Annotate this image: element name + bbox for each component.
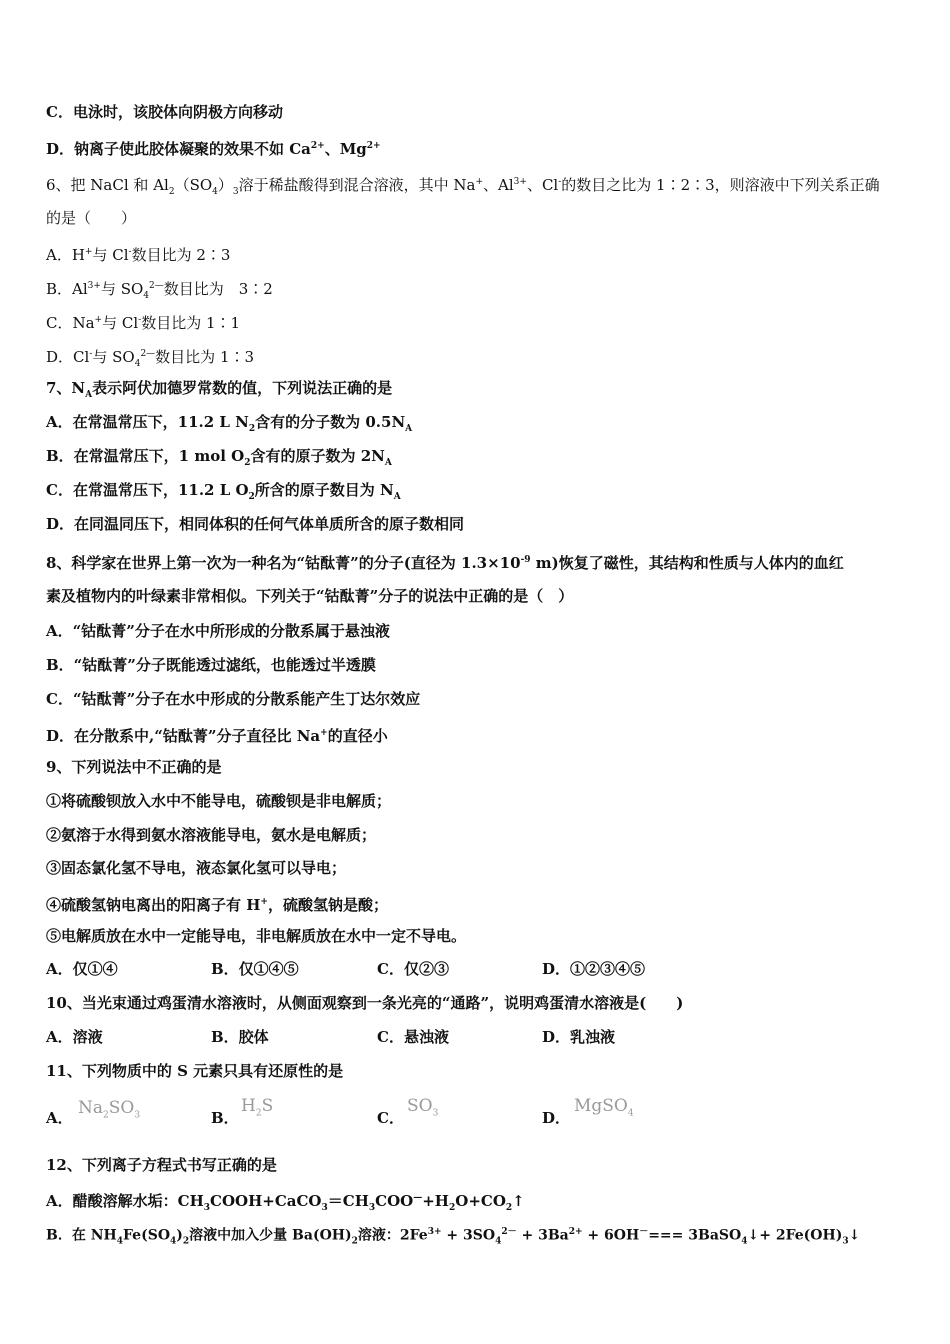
sub: A — [405, 424, 413, 434]
text: ＝CH — [327, 1192, 369, 1210]
text: ) — [176, 1227, 183, 1244]
text: COO — [375, 1192, 414, 1210]
text: D．在分散系中,“钴酞菁”分子直径比 Na — [46, 727, 321, 745]
sup: 3+ — [87, 281, 101, 291]
sub: A — [85, 390, 93, 400]
sup: 3+ — [513, 177, 527, 187]
text: 10、当光束通过鸡蛋清水溶液时，从侧面观察到一条光亮的“通路”，说明鸡蛋清水溶液是( ) — [46, 994, 684, 1012]
q9-statement-4 — [46, 892, 388, 915]
sup: 2— — [140, 349, 156, 359]
text: C．“钴酞菁”分子在水中形成的分散系能产生丁达尔效应 — [46, 690, 421, 708]
text: Fe(SO — [123, 1227, 171, 1244]
text: 溶于稀盐酸得到混合溶液，其中 Na — [238, 176, 476, 194]
q10-stem — [46, 993, 683, 1013]
text: B．Al — [46, 280, 88, 298]
q9-statement-2 — [46, 825, 376, 845]
text: 所含的原子数目为 N — [254, 481, 394, 499]
text: + 3SO — [441, 1227, 496, 1244]
q10-option-c: C．悬浊液 — [377, 1028, 449, 1046]
text: COOH+CaCO — [210, 1192, 322, 1210]
text: B．“钴酞菁”分子既能透过滤纸，也能透过半透膜 — [46, 656, 376, 674]
sub: A — [384, 458, 392, 468]
text: 8、科学家在世界上第一次为一种名为“钴酞菁”的分子(直径为 1.3×10 — [46, 554, 521, 572]
text: ） — [217, 176, 233, 194]
text: 与 SO — [100, 280, 144, 298]
q11-option-b-formula — [241, 1096, 273, 1118]
text: ，硫酸氢钠是酸； — [267, 896, 388, 914]
sup: － — [639, 1227, 649, 1237]
sup: + — [94, 315, 103, 325]
q9-option-b: B．仅①④⑤ — [211, 960, 299, 978]
q5-option-d — [46, 136, 381, 159]
text: 数目比为 1∶3 — [155, 348, 255, 366]
sup: - — [128, 247, 132, 257]
text: C．Na — [46, 314, 95, 332]
text: H — [241, 1096, 256, 1116]
text: 、Al — [483, 176, 514, 194]
sub: 2 — [351, 1236, 358, 1247]
text: 的是（ ） — [46, 209, 137, 227]
sub: 2 — [182, 1236, 190, 1247]
q8-option-b — [46, 655, 376, 675]
q11-option-d-label: D． — [542, 1109, 571, 1127]
text: C．在常温常压下，11.2 L O — [46, 481, 249, 499]
q12-option-b — [46, 1222, 860, 1251]
text: B．在常温常压下，1 mol O — [46, 447, 245, 465]
text: A．醋酸溶解水垢：CH — [46, 1192, 204, 1210]
q11-option-a-formula — [78, 1098, 140, 1120]
text: 数目比为 1∶1 — [141, 314, 241, 332]
q6-option-b — [46, 276, 273, 306]
text: O+CO — [455, 1192, 506, 1210]
sup: 2— — [149, 281, 164, 291]
text: === 3BaSO — [648, 1227, 742, 1244]
q6-stem-cont — [46, 208, 136, 228]
q11-option-c-formula — [407, 1096, 438, 1118]
q11-option-a-label: A． — [46, 1109, 73, 1127]
q9-statement-1 — [46, 791, 391, 811]
q7-option-b — [46, 446, 392, 473]
text: 与 Cl — [102, 314, 139, 332]
text: 数目比为 3∶2 — [163, 280, 273, 298]
text: m)恢复了磁性，其结构和性质与人体内的血红 — [530, 554, 844, 572]
sup: 3+ — [427, 1227, 442, 1237]
text: 、Cl — [526, 176, 559, 194]
sup: + — [260, 897, 268, 907]
q9-stem — [46, 757, 221, 777]
sup: — — [413, 1193, 423, 1203]
text: ①将硫酸钡放入水中不能导电，硫酸钡是非电解质； — [46, 792, 392, 810]
q7-option-a — [46, 412, 412, 439]
sup: - — [138, 315, 142, 325]
q8-option-c — [46, 689, 420, 709]
text: 含有的原子数为 2N — [250, 447, 385, 465]
text: 数目比为 2∶3 — [131, 246, 231, 264]
q7-option-c — [46, 480, 401, 507]
text: ↓ — [848, 1227, 861, 1244]
q8-option-a — [46, 621, 390, 641]
sub: 4 — [116, 1236, 123, 1247]
sub: A — [393, 492, 401, 502]
text: 的直径小 — [327, 727, 388, 745]
text: ④硫酸氢钠电离出的阳离子有 H — [46, 896, 261, 914]
q6-option-d — [46, 344, 254, 374]
text: +H — [422, 1192, 449, 1210]
text: A．H — [46, 246, 85, 264]
sub: 4 — [495, 1236, 502, 1247]
q9-option-a: A．仅①④ — [46, 960, 118, 978]
sup: + — [84, 247, 93, 257]
q11-option-d-formula — [574, 1096, 634, 1118]
sup: 2+ — [568, 1227, 583, 1237]
q10-option-b: B．胶体 — [211, 1028, 269, 1046]
text: C．电泳时，该胶体向阴极方向移动 — [46, 103, 283, 121]
sub: 2 — [168, 187, 175, 197]
sub: 2 — [505, 1203, 513, 1213]
sup: - — [89, 349, 93, 359]
text: 与 Cl — [92, 246, 129, 264]
text: 溶液中加入少量 Ba(OH) — [189, 1227, 352, 1244]
q9-statement-5 — [46, 926, 466, 946]
text: ③固态氯化氢不导电，液态氯化氢可以导电； — [46, 859, 347, 877]
q10-option-a: A．溶液 — [46, 1028, 103, 1046]
sub: 4 — [741, 1236, 748, 1247]
text: 溶液：2Fe — [357, 1227, 428, 1244]
text: 11、下列物质中的 S 元素只具有还原性的是 — [46, 1062, 344, 1080]
sup: + — [320, 728, 328, 738]
text: ↑ — [512, 1192, 525, 1210]
sub: 4 — [170, 1236, 177, 1247]
text: Na — [78, 1098, 104, 1118]
q8-stem-cont — [46, 586, 573, 606]
text: D．钠离子使此胶体凝聚的效果不如 Ca — [46, 140, 311, 158]
q5-option-c — [46, 102, 283, 122]
q7-stem — [46, 378, 392, 405]
text: SO — [407, 1096, 433, 1116]
text: A．“钴酞菁”分子在水中所形成的分散系属于悬浊液 — [46, 622, 390, 640]
sup: -9 — [520, 555, 531, 565]
sub: 4 — [212, 187, 218, 197]
text: 素及植物内的叶绿素非常相似。下列关于“钴酞菁”分子的说法中正确的是（ ） — [46, 587, 574, 605]
text: ⑤电解质放在水中一定能导电，非电解质放在水中一定不导电。 — [46, 927, 467, 945]
sub: 2 — [248, 492, 255, 502]
text: 、Mg — [324, 140, 367, 158]
sup: + — [475, 177, 484, 187]
q6-stem — [46, 172, 880, 202]
q8-option-d — [46, 723, 388, 746]
text: 9、下列说法中不正确的是 — [46, 758, 222, 776]
sup: 2－ — [501, 1227, 517, 1237]
q9-statement-3 — [46, 858, 346, 878]
q6-option-c — [46, 310, 240, 333]
text: SO — [108, 1098, 135, 1118]
text: 7、N — [46, 379, 86, 397]
text: D．Cl — [46, 348, 90, 366]
sub: 2 — [255, 1108, 262, 1119]
sub: 3 — [232, 187, 239, 197]
sub: 2 — [103, 1110, 109, 1121]
sub: 3 — [432, 1108, 439, 1119]
text: 12、下列离子方程式书写正确的是 — [46, 1156, 277, 1174]
text: B．在 NH — [46, 1227, 117, 1244]
text: MgSO — [574, 1096, 628, 1116]
q11-option-c-label: C． — [377, 1109, 404, 1127]
text: S — [261, 1096, 274, 1116]
text: 表示阿伏加德罗常数的值，下列说法正确的是 — [92, 379, 393, 397]
sup: 2+ — [366, 141, 381, 151]
text: D．在同温同压下，相同体积的任何气体单质所含的原子数相同 — [46, 515, 465, 533]
q9-option-c: C．仅②③ — [377, 960, 449, 978]
sub: 3 — [842, 1236, 849, 1247]
q12-option-a — [46, 1188, 525, 1218]
sub: 4 — [134, 359, 141, 369]
sup: - — [558, 177, 562, 187]
text: 6、把 NaCl 和 Al — [46, 176, 169, 194]
sup: 2+ — [310, 141, 325, 151]
q7-option-d — [46, 514, 464, 534]
text: A．在常温常压下，11.2 L N — [46, 413, 249, 431]
sub: 4 — [143, 291, 150, 301]
sub: 3 — [134, 1110, 141, 1121]
text: + 6OH — [582, 1227, 640, 1244]
q12-stem — [46, 1155, 277, 1175]
text: + 3Ba — [516, 1227, 569, 1244]
q10-option-d: D．乳浊液 — [542, 1028, 616, 1046]
q6-option-a — [46, 242, 230, 265]
sub: 3 — [321, 1203, 328, 1213]
q8-stem — [46, 550, 844, 573]
sub: 4 — [627, 1108, 634, 1119]
q11-option-b-label: B． — [211, 1109, 239, 1127]
sub: 3 — [368, 1203, 376, 1213]
sub: 2 — [248, 424, 256, 434]
sub: 2 — [448, 1203, 456, 1213]
sub: 3 — [203, 1203, 211, 1213]
text: （SO — [174, 176, 213, 194]
text: ↓+ 2Fe(OH) — [747, 1227, 843, 1244]
text: ②氨溶于水得到氨水溶液能导电，氨水是电解质； — [46, 826, 377, 844]
q9-option-d: D．①②③④⑤ — [542, 960, 646, 978]
text: 与 SO — [92, 348, 135, 366]
sub: 2 — [244, 458, 251, 468]
text: 含有的分子数为 0.5N — [255, 413, 406, 431]
text: 的数目之比为 1∶2∶3，则溶液中下列关系正确 — [561, 176, 880, 194]
q11-stem — [46, 1061, 343, 1081]
